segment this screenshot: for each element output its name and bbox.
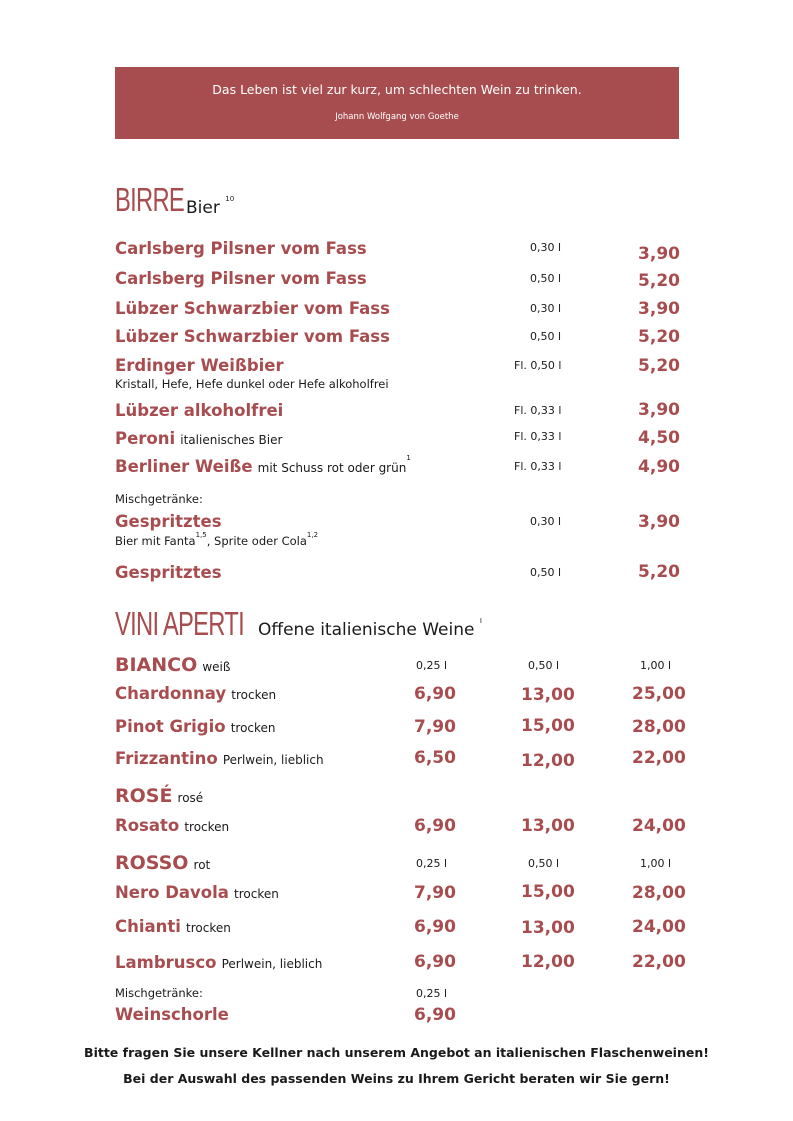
beer-item-name: Lübzer alkoholfrei xyxy=(115,401,284,420)
wine-item-price: 6,90 xyxy=(414,952,456,972)
wine-title: VINI APERTI xyxy=(115,605,244,642)
wine-item-price: 13,00 xyxy=(521,918,575,938)
wine-mixed-name: Weinschorle xyxy=(115,1005,229,1024)
wine-item-price: 7,90 xyxy=(414,883,456,903)
beer-item-footnote: 1 xyxy=(406,454,411,462)
mixed-item-subdesc xyxy=(115,531,319,548)
beer-item-row xyxy=(115,454,411,476)
beer-item-name: Erdinger Weißbier xyxy=(115,356,284,375)
wine-item-price: 28,00 xyxy=(632,717,686,737)
wine-item-price: 13,00 xyxy=(521,816,575,836)
wine-item-name: Pinot Grigio xyxy=(115,717,226,736)
mixed-footnote-b: 1,2 xyxy=(306,531,319,539)
bianco-size: 1,00 l xyxy=(640,659,672,672)
beer-item-volume: 0,30 l xyxy=(530,241,562,254)
beer-item-volume: Fl. 0,33 l xyxy=(514,460,562,473)
beer-item-price: 3,90 xyxy=(638,299,680,319)
wine-item-desc: trocken xyxy=(186,921,231,935)
banner-quote: Das Leben ist viel zur kurz, um schlechten Wein zu trinken. xyxy=(212,82,582,97)
wine-item-price: 15,00 xyxy=(521,882,575,902)
bianco-size: 0,25 l xyxy=(416,659,448,672)
wine-item-desc: trocken xyxy=(230,721,276,735)
banner-author: Johann Wolfgang von Goethe xyxy=(335,112,459,122)
footer-line-2: Bei der Auswahl des passenden Weins zu Ihrem Gericht beraten wir Sie gern! xyxy=(123,1071,670,1086)
beer-item-price: 3,90 xyxy=(638,400,680,420)
wine-mixed-label: Mischgetränke: xyxy=(115,986,203,1000)
beer-mixed-label: Mischgetränke: xyxy=(115,492,203,506)
bianco-header xyxy=(115,654,230,676)
mixed-item-name: Gespritztes xyxy=(115,512,222,531)
beer-item-volume: Fl. 0,33 l xyxy=(514,430,562,443)
wine-item-price: 12,00 xyxy=(521,952,575,972)
wine-mixed-price: 6,90 xyxy=(414,1005,456,1025)
mixed-item-volume: 0,50 l xyxy=(530,566,562,579)
wine-item-price: 28,00 xyxy=(632,883,686,903)
mixed-footnote-a: 1,5 xyxy=(195,531,207,539)
beer-subtitle-footnote: 10 xyxy=(225,195,235,203)
beer-item-name: Peroni xyxy=(115,429,176,448)
beer-item-volume: Fl. 0,50 l xyxy=(514,359,562,372)
wine-item-price: 6,50 xyxy=(414,748,456,768)
bianco-size: 0,50 l xyxy=(528,659,560,672)
wine-item-name: Chardonnay xyxy=(115,684,227,703)
bianco-label: BIANCO xyxy=(115,654,198,676)
beer-item-price: 5,20 xyxy=(638,356,680,376)
wine-item-desc: Perlwein, lieblich xyxy=(222,753,324,767)
beer-item-desc: italienisches Bier xyxy=(180,433,283,447)
footer-line-1: Bitte fragen Sie unsere Kellner nach unserem Angebot an italienischen Flaschenweinen! xyxy=(84,1045,709,1060)
wine-item-name: Nero Davola xyxy=(115,883,229,902)
beer-item-name: Berliner Weiße xyxy=(115,457,253,476)
wine-item-name: Lambrusco xyxy=(115,953,217,972)
wine-item-price: 25,00 xyxy=(632,684,686,704)
beer-item-price: 4,90 xyxy=(638,457,680,477)
bianco-desc: weiß xyxy=(202,660,231,674)
beer-item-volume: 0,50 l xyxy=(530,330,562,343)
wine-item-price: 6,90 xyxy=(414,684,456,704)
wine-item-desc: trocken xyxy=(234,887,279,901)
beer-title: BIRRE xyxy=(115,181,185,218)
wine-item-price: 22,00 xyxy=(632,748,686,768)
beer-item-desc: mit Schuss rot oder grün xyxy=(257,461,407,475)
wine-item-desc: trocken xyxy=(231,688,277,702)
wine-item-price: 22,00 xyxy=(632,952,686,972)
wine-item-desc: trocken xyxy=(184,820,230,834)
wine-subtitle-text: Offene italienische Weine xyxy=(258,620,475,640)
wine-item-row xyxy=(115,717,276,736)
quote-banner xyxy=(115,67,679,139)
wine-item-price: 12,00 xyxy=(521,751,575,771)
wine-mixed-size: 0,25 l xyxy=(416,987,448,1000)
beer-item-name: Lübzer Schwarzbier vom Fass xyxy=(115,299,390,318)
beer-item-volume: 0,50 l xyxy=(530,272,562,285)
wine-item-price: 7,90 xyxy=(414,717,456,737)
rose-label: ROSÉ xyxy=(115,785,173,807)
rosso-header xyxy=(115,852,210,874)
wine-item-row xyxy=(115,953,322,972)
mixed-item-name: Gespritztes xyxy=(115,563,222,582)
mixed-item-price: 3,90 xyxy=(638,512,680,532)
rose-desc: rosé xyxy=(177,791,204,805)
wine-item-row xyxy=(115,917,231,936)
rose-header xyxy=(115,785,203,807)
beer-item-price: 3,90 xyxy=(638,244,680,264)
wine-item-price: 15,00 xyxy=(521,716,575,736)
wine-item-price: 13,00 xyxy=(521,685,575,705)
wine-item-price: 6,90 xyxy=(414,917,456,937)
beer-item-name: Carlsberg Pilsner vom Fass xyxy=(115,269,367,288)
beer-item-volume: Fl. 0,33 l xyxy=(514,404,562,417)
beer-item-price: 4,50 xyxy=(638,428,680,448)
wine-item-name: Chianti xyxy=(115,917,181,936)
wine-subtitle xyxy=(258,617,482,640)
rosso-size: 0,50 l xyxy=(528,857,560,870)
rosso-size: 0,25 l xyxy=(416,857,448,870)
beer-item-row xyxy=(115,429,282,448)
wine-item-desc: Perlwein, lieblich xyxy=(221,957,323,971)
rosso-label: ROSSO xyxy=(115,852,189,874)
beer-item-name: Carlsberg Pilsner vom Fass xyxy=(115,239,367,258)
wine-item-price: 24,00 xyxy=(632,816,686,836)
wine-item-name: Rosato xyxy=(115,816,180,835)
wine-item-price: 6,90 xyxy=(414,816,456,836)
wine-item-row xyxy=(115,816,229,835)
beer-item-subdesc: Kristall, Hefe, Hefe dunkel oder Hefe alkoholfrei xyxy=(115,377,389,391)
wine-item-price: 24,00 xyxy=(632,917,686,937)
wine-item-row xyxy=(115,749,324,768)
beer-subtitle-text: Bier xyxy=(186,198,220,218)
beer-item-price: 5,20 xyxy=(638,271,680,291)
beer-item-volume: 0,30 l xyxy=(530,302,562,315)
rosso-size: 1,00 l xyxy=(640,857,672,870)
wine-item-row xyxy=(115,684,276,703)
mixed-subdesc-b: , Sprite oder Cola xyxy=(206,534,307,548)
rosso-desc: rot xyxy=(193,858,211,872)
beer-item-price: 5,20 xyxy=(638,327,680,347)
wine-item-row xyxy=(115,883,279,902)
beer-subtitle xyxy=(186,195,235,218)
mixed-subdesc-a: Bier mit Fanta xyxy=(115,534,196,548)
wine-item-name: Frizzantino xyxy=(115,749,218,768)
wine-subtitle-footnote: I xyxy=(479,617,482,625)
beer-item-name: Lübzer Schwarzbier vom Fass xyxy=(115,327,390,346)
mixed-item-volume: 0,30 l xyxy=(530,515,562,528)
mixed-item-price: 5,20 xyxy=(638,562,680,582)
